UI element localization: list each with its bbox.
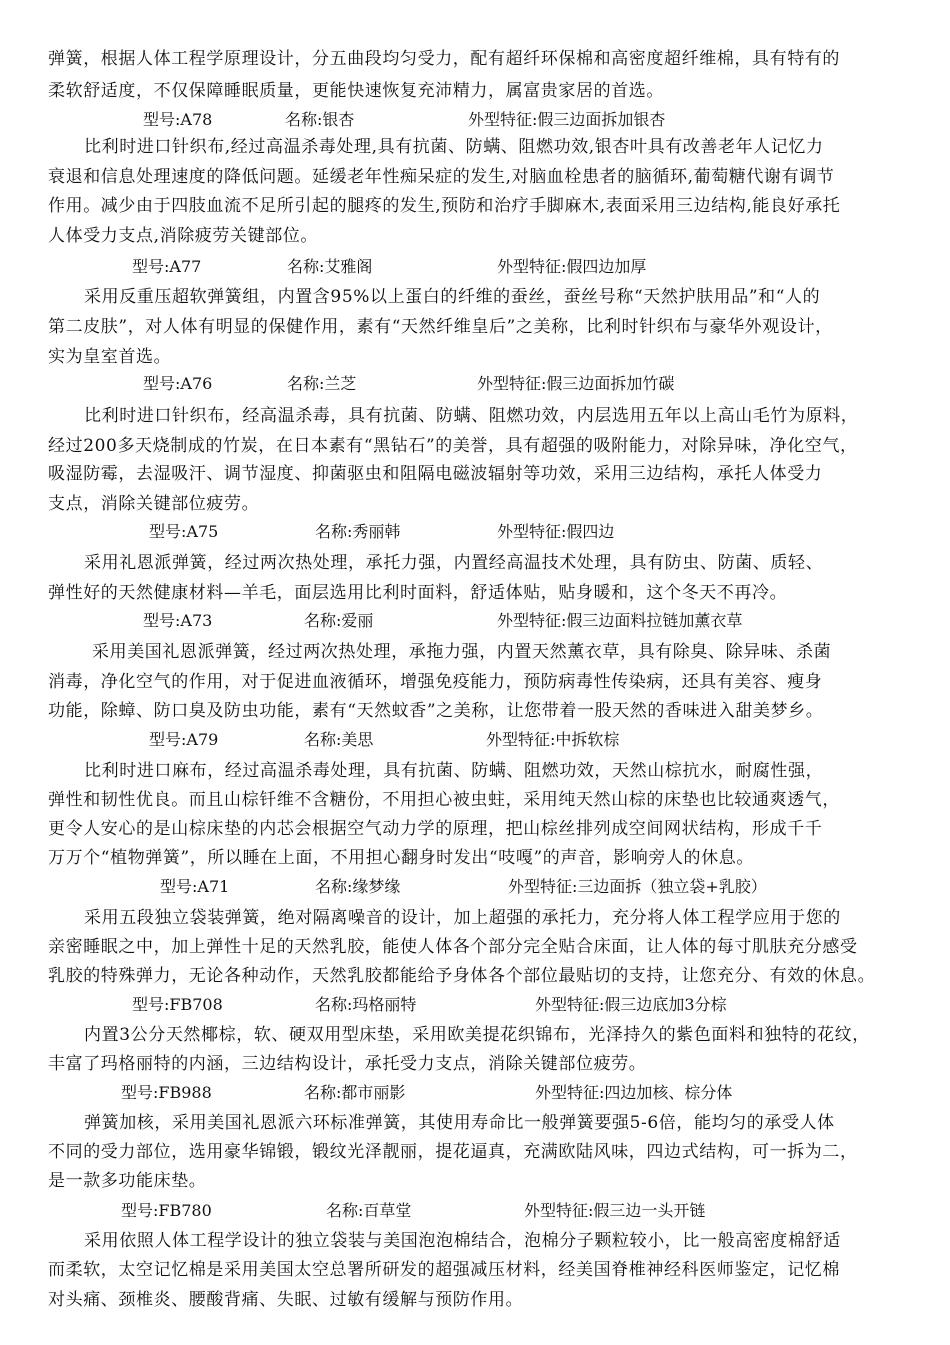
product-model: 型号:A76 <box>143 374 213 393</box>
description-line: 采用五段独立袋装弹簧，绝对隔离噪音的设计，加上超强的承托力，充分将人体工程学应用于您的 <box>84 908 841 928</box>
description-line: 更令人安心的是山棕床垫的内芯会根据空气动力学的原理，把山棕丝排列成空间网状结构，形成千千 <box>48 819 823 839</box>
description-line: 采用礼恩派弹簧，经过两次热处理，承托力强，内置经高温技术处理，具有防虫、防菌、质轻、 <box>84 553 824 573</box>
product-model: 型号:FB780 <box>121 1201 212 1220</box>
description-line: 实为皇室首选。 <box>48 347 172 367</box>
description-line: 比利时进口麻布，经过高温杀毒处理，具有抗菌、防螨、阻燃功效，天然山棕抗水，耐腐性强， <box>84 761 824 781</box>
description-line: 采用美国礼恩派弹簧，经过两次热处理，承拖力强，内置天然薰衣草，具有除臭、除异味、杀菌 <box>92 642 832 662</box>
product-feature: 外型特征:中拆软棕 <box>486 730 620 749</box>
product-feature: 外型特征:三边面拆（独立袋+乳胶） <box>508 877 767 896</box>
product-name: 名称:爱丽 <box>304 611 374 630</box>
product-model: 型号:FB988 <box>121 1083 212 1102</box>
product-feature: 外型特征:假三边面料拉链加薰衣草 <box>497 611 743 630</box>
description-line: 亲密睡眠之中，加上弹性十足的天然乳胶，能使人体各个部分完全贴合床面，让人体的每寸肌肤充分感受 <box>48 937 858 957</box>
product-feature: 外型特征:假四边加厚 <box>497 257 647 276</box>
description-line: 是一款多功能床垫。 <box>48 1171 207 1191</box>
product-model: 型号:A78 <box>143 110 213 129</box>
description-line: 对头痛、颈椎炎、腰酸背痛、失眠、过敏有缓解与预防作用。 <box>48 1290 524 1310</box>
product-feature: 外型特征:假四边 <box>497 522 615 541</box>
product-feature: 外型特征:假三边面拆加竹碳 <box>477 374 675 393</box>
intro-line: 柔软舒适度，不仅保障睡眠质量，更能快速恢复充沛精力，属富贵家居的首选。 <box>48 81 664 101</box>
product-model: 型号:A79 <box>149 730 219 749</box>
product-feature: 外型特征:假三边一头开链 <box>524 1201 706 1220</box>
description-line: 人体受力支点,消除疲劳关键部位。 <box>48 226 319 246</box>
product-name: 名称:玛格丽特 <box>315 995 417 1014</box>
description-line: 经过200多天烧制成的竹炭，在日本素有“黑钻石”的美誉，具有超强的吸附能力，对除异味，净化空气， <box>48 436 858 456</box>
description-line: 作用。减少由于四肢血流不足所引起的腿疼的发生,预防和治疗手脚麻木,表面采用三边结构,能良好承托 <box>48 196 841 216</box>
description-line: 弹性好的天然健康材料—羊毛，面层选用比利时面料，舒适体贴，贴身暖和，这个冬天不再冷。 <box>48 583 788 603</box>
description-line: 而柔软，太空记忆棉是采用美国太空总署所研发的超强减压材料，经美国脊椎神经科医师鉴定，记忆棉 <box>48 1260 840 1280</box>
product-name: 名称:艾雅阁 <box>287 257 373 276</box>
description-line: 不同的受力部位，选用豪华锦锻，锻纹光泽靓丽，提花逼真，充满欧陆风味，四边式结构，可一拆为二， <box>48 1142 858 1162</box>
product-name: 名称:秀丽韩 <box>315 522 401 541</box>
product-model: 型号:A75 <box>149 522 219 541</box>
product-name: 名称:都市丽影 <box>304 1083 406 1102</box>
product-name: 名称:百草堂 <box>326 1201 412 1220</box>
description-line: 弹性和韧性优良。而且山棕钎维不含糖份，不用担心被虫蛀，采用纯天然山棕的床垫也比较通爽透气， <box>48 790 840 810</box>
description-line: 比利时进口针织布,经过高温杀毒处理,具有抗菌、防螨、阻燃功效,银杏叶具有改善老年人记忆力 <box>84 137 824 157</box>
description-line: 内置3公分天然椰棕，软、硬双用型床垫，采用欧美提花织锦布，光泽持久的紫色面料和独特的花纹， <box>84 1025 870 1045</box>
product-feature: 外型特征:假三边面拆加银杏 <box>468 110 666 129</box>
intro-line: 弹簧，根据人体工程学原理设计，分五曲段均匀受力，配有超纤环保棉和高密度超纤维棉，具有特有的 <box>48 49 840 69</box>
description-line: 第二皮肤”，对人体有明显的保健作用，素有“天然纤维皇后”之美称，比利时针织布与豪华外观设计， <box>48 317 833 337</box>
description-line: 消毒，净化空气的作用，对于促进血液循环，增强免疫能力，预防病毒性传染病，还具有美容、瘦身 <box>48 672 823 692</box>
product-feature: 外型特征:四边加核、棕分体 <box>535 1083 733 1102</box>
description-line: 采用依照人体工程学设计的独立袋装与美国泡泡棉结合，泡棉分子颗粒较小，比一般高密度棉舒适 <box>84 1231 841 1251</box>
description-line: 弹簧加核，采用美国礼恩派六环标准弹簧，其使用寿命比一般弹簧要强5-6倍，能均匀的承受人体 <box>84 1113 835 1133</box>
description-line: 比利时进口针织布，经高温杀毒，具有抗菌、防螨、阻燃功效，内层选用五年以上高山毛竹为原料， <box>84 406 859 426</box>
product-model: 型号:FB708 <box>132 995 223 1014</box>
description-line: 丰富了玛格丽特的内涵，三边结构设计，承托受力支点，消除关键部位疲劳。 <box>48 1054 647 1074</box>
product-name: 名称:缘梦缘 <box>315 877 401 896</box>
description-line: 采用反重压超软弹簧组，内置含95%以上蛋白的纤维的蚕丝，蚕丝号称“天然护肤用品”和“人的 <box>84 287 821 307</box>
product-name: 名称:兰芝 <box>287 374 357 393</box>
product-model: 型号:A77 <box>132 257 202 276</box>
description-line: 万万个“植物弹簧”，所以睡在上面，不用担心翻身时发出“吱嘎”的声音，影响旁人的休息。 <box>48 848 754 868</box>
product-model: 型号:A73 <box>143 611 213 630</box>
product-name: 名称:银杏 <box>285 110 355 129</box>
description-line: 乳胶的特殊弹力，无论各种动作，天然乳胶都能给予身体各个部位最贴切的支持，让您充分、有效的休息。 <box>48 966 876 986</box>
description-line: 吸湿防霉，去湿吸汗、调节湿度、抑菌驱虫和阻隔电磁波辐射等功效，采用三边结构，承托人体受力 <box>48 464 823 484</box>
product-feature: 外型特征:假三边底加3分棕 <box>535 995 727 1014</box>
description-line: 衰退和信息处理速度的降低问题。延缓老年性痴呆症的发生,对脑血栓患者的脑循环,葡萄糖代谢有调节 <box>48 167 835 187</box>
product-model: 型号:A71 <box>160 877 230 896</box>
description-line: 功能，除蟑、防口臭及防虫功能，素有“天然蚊香”之美称，让您带着一股天然的香味进入甜美梦乡。 <box>48 701 824 721</box>
description-line: 支点，消除关键部位疲劳。 <box>48 494 260 514</box>
product-name: 名称:美思 <box>304 730 374 749</box>
